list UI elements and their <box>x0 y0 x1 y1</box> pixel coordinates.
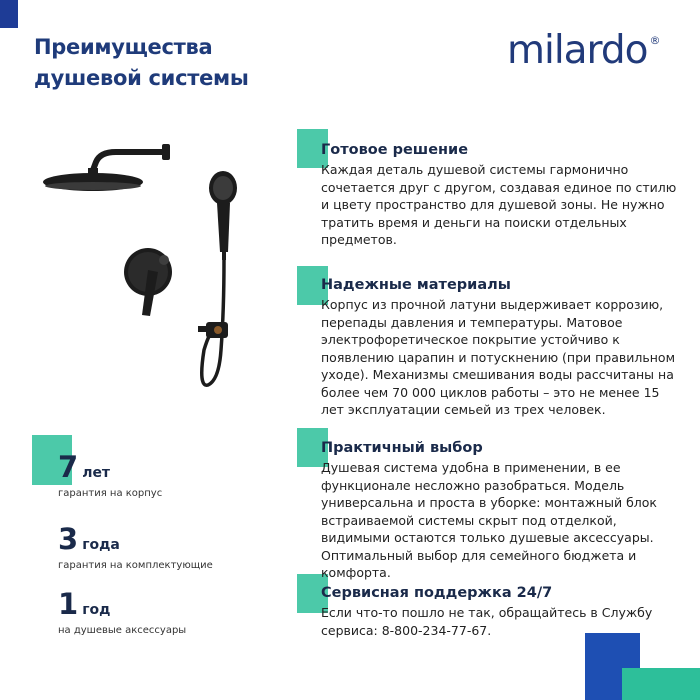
brand-logo-text: milardo <box>507 28 648 73</box>
warranty-components <box>58 522 213 571</box>
wall-outlet-nozzle <box>198 326 208 332</box>
feature-text: Корпус из прочной латуни выдерживает коррозию, перепады давления и температуры. Матовое электрофоретическое покрытие устойчиво к появлению царапин и потускнению (при правильном уходе). Механизмы смешивания воды рассчитаны на более чем 70 000 циклов работы – это не менее 15 лет эксплуатации семьей из трех человек. <box>321 297 676 417</box>
warranty-unit: год <box>82 602 111 618</box>
warranty-unit: года <box>82 537 120 553</box>
warranty-number: 3 <box>58 522 79 556</box>
warranty-label: гарантия на комплектующие <box>58 560 213 571</box>
registered-mark: ® <box>649 34 661 47</box>
mixer-diverter <box>159 255 169 265</box>
warranty-label: гарантия на корпус <box>58 488 163 499</box>
brand-logo <box>507 26 661 76</box>
wall-outlet-ring <box>214 326 222 334</box>
shower-arm <box>93 152 166 170</box>
page-title <box>34 32 249 94</box>
corner-accent-green <box>622 668 700 700</box>
warranty-accessories <box>58 587 186 636</box>
rain-shower-face <box>45 182 141 190</box>
feature-title: Надежные материалы <box>321 277 511 293</box>
warranty-number: 1 <box>58 587 79 621</box>
feature-title: Практичный выбор <box>321 440 483 456</box>
shower-system-image <box>38 110 278 410</box>
corner-accent-top-left <box>0 0 18 28</box>
feature-ready-solution <box>321 140 686 249</box>
warranty-label: на душевые аксессуары <box>58 625 187 636</box>
warranty-body <box>58 450 162 499</box>
feature-text: Если что-то пошло не так, обращайтесь в Службу сервиса: 8-800-234-77-67. <box>321 605 653 638</box>
feature-title: Сервисная поддержка 24/7 <box>321 585 553 601</box>
hand-shower-face <box>213 176 233 200</box>
feature-practical-choice <box>321 438 686 582</box>
warranty-number: 7 <box>58 450 79 484</box>
page-title-line-2: душевой системы <box>34 66 249 90</box>
feature-title: Готовое решение <box>321 142 469 158</box>
feature-service-support <box>321 583 686 639</box>
slide-bar-top <box>222 252 226 260</box>
hand-shower-handle <box>217 203 230 252</box>
warranty-unit: лет <box>82 465 111 481</box>
wall-flange <box>162 144 170 160</box>
feature-text: Душевая система удобна в применении, в ее функционале несложно разобраться. Модель универсальна и проста в уборке: монтажный блок встраиваемой системы скрыт под отделкой, видимыми остаются только душевые аксессуары. Оптимальный выбор для семейного бюджета и комфорта. <box>321 460 657 580</box>
feature-text: Каждая деталь душевой системы гармонично сочетается друг с другом, создавая единое по стилю и цвету пространство для душевой зоны. Не нужно тратить время и деньги на поиски отдельных предметов. <box>321 162 677 247</box>
page-title-line-1: Преимущества <box>34 35 213 59</box>
feature-reliable-materials <box>321 275 686 419</box>
